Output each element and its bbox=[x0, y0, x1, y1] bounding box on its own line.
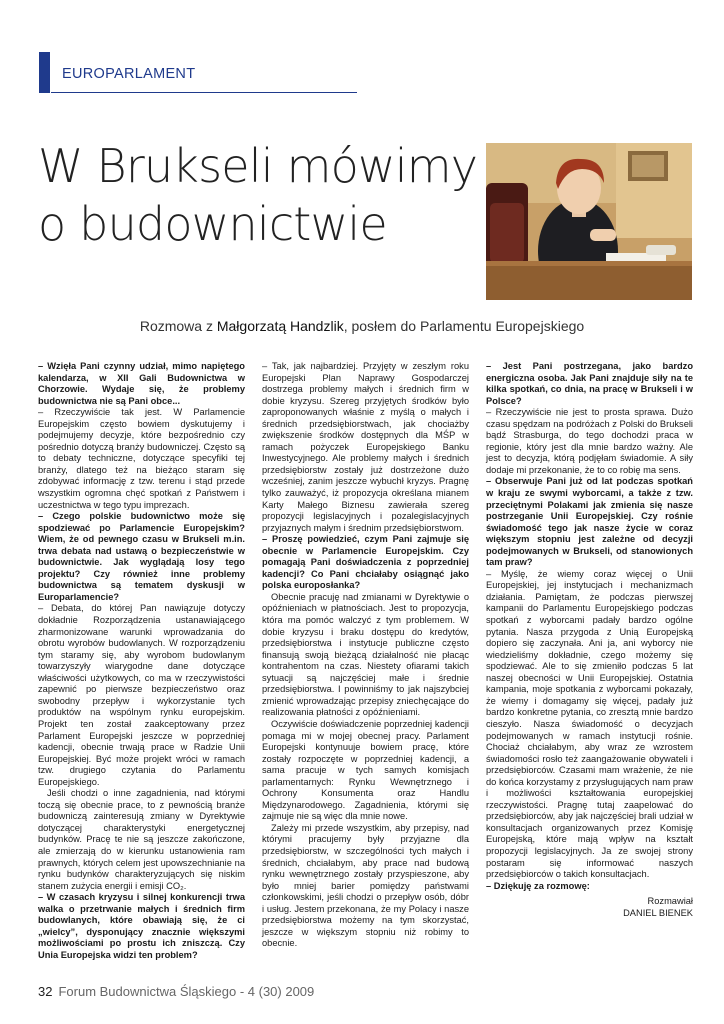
answer-paragraph: Obecnie pracuję nad zmianami w Dyrektywie o opóźnieniach w płatnościach. Jest to propozycja, która ma pomóc walczyć z tym problemem. W dobie kryzysu i braku dostępu do kredytów, przedsiębiorstwa i instytucje publiczne często finansują swoją bieżącą działalność nie płacąc kontrahentom na czas. Niestety ofiarami takich sytuacji są najczęściej małe i średnie przedsiębiorstwa. I powinniśmy to jak najszybciej zmienić wprowadzając przepisy zniechęcające do realizowania płatności z opóźnieniami. bbox=[262, 591, 469, 718]
intro-suffix: , posłem do Parlamentu Europejskiego bbox=[343, 318, 585, 334]
question-paragraph: – Dziękuję za rozmowę: bbox=[486, 880, 590, 891]
answer-paragraph: – Rzeczywiście tak jest. W Parlamencie Europejskim często bowiem dyskutujemy i podejmujemy decyzje, które bezpośrednio czy pośrednio dotyczą branży budowniczej. Często są to debaty techniczne, dotyczące specyfiki tej branży, dlatego też na bieżąco staram się zdobywać informację z tzw. terenu i stąd przede wszystkim ogromna chęć spotkań z Państwem i uczestnictwa w tego typu imprezach. bbox=[38, 407, 245, 510]
question-paragraph: – Czego polskie budownictwo może się spodziewać po Parlamencie Europejskim? Wiem, że od pewnego czasu w Brukseli m.in. trwa debata nad ustawą o bezpieczeństwie w budownictwie. Jak wyglądają losy tego projektu? Czy również inne problemy budownictwa są tematem dyskusji w Europarlamencie? bbox=[38, 511, 245, 602]
headline-line-2: o budownictwie bbox=[38, 197, 387, 251]
publication-info: Forum Budownictwa Śląskiego - 4 (30) 2009 bbox=[58, 984, 315, 999]
answer-paragraph: Zależy mi przede wszystkim, aby przepisy, nad którymi pracujemy były przyjazne dla przedsiębiorstw, w szczególności tych małych i średnich, chciałabym, aby prace nad budową rynku wewnętrznego zostały przyspieszone, aby było mniej barier pomiędzy państwami członkowskimi, jeśli chodzi o przepływ osób, dóbr i usług. Jestem przekonana, że my Polacy i nasze przedsiębiorstwa możemy na tym skorzystać, jeszcze w większym stopniu niż robimy to obecnie. bbox=[262, 822, 469, 949]
headline-line-1: W Brukseli mówimy bbox=[38, 139, 478, 193]
intro-prefix: Rozmowa z bbox=[139, 318, 217, 334]
section-accent-bar bbox=[39, 52, 50, 93]
signature-line: Rozmawiał bbox=[647, 896, 693, 907]
text-column-2 bbox=[262, 361, 469, 950]
question-paragraph: – W czasach kryzysu i silnej konkurencji trwa walka o przetrwanie małych i średnich firm budowlanych, które obawiają się, że ci „wielcy”, dysponujący znacznie większymi możliwościami po prostu ich zniszczą. Czy Unia Europejska widzi ten problem? bbox=[38, 892, 245, 960]
question-paragraph: – Wzięła Pani czynny udział, mimo napiętego kalendarza, w XII Gali Budownictwa w Chorzowie. Wydaje się, że problemy budownictwa nie są Pani obce... bbox=[38, 361, 245, 406]
section-underline bbox=[51, 92, 357, 93]
answer-paragraph: Oczywiście doświadczenie poprzedniej kadencji pomaga mi w mojej obecnej pracy. Parlament Europejski kontynuuje bowiem pracę, które zostały rozpoczęte w poprzedniej kadencji, a sama pracuje w tych samych komisjach parlamentarnych: Rynku Wewnętrznego i Ochrony Konsumenta oraz Handlu Międzynarodowego. Zagadnienia, którymi się zajmuje nie są więc dla mnie nowe. bbox=[262, 718, 469, 822]
answer-paragraph: Jeśli chodzi o inne zagadnienia, nad którymi toczą się obecnie prace, to z pewnością branże budowniczą zainteresują zmiany w Dyrektywie dotyczącej charakterystyki energetycznej budynków. Pracę te nie są jeszcze zakończone, ale zmierzają do w kierunku ustanowienia ram prawnych, których celem jest upowszechnianie na rynku budynków charakteryzujących się niskim stanem zużycia energii i emisji CO₂. bbox=[38, 788, 245, 891]
answer-paragraph: – Myślę, że wiemy coraz więcej o Unii Europejskiej, jej instytucjach i mechanizmach działania. Pamiętam, że podczas pierwszej kampanii do Parlamentu Europejskiego podczas spotkań z wyborcami padały bardzo ogólne pytania. Nasza przygoda z Unią Europejską dopiero się zaczynała. Ani ja, ani wyborcy nie wiedzieliśmy dokładnie, czego możemy się spodziewać. Ale to się zmieniło podczas 5 lat naszej obecności w Unii Europejskiej. Ostatnia kampania, moje spotkania z wyborcami pokazały, że wiemy i domagamy się więcej, padały już bardzo konkretne pytania, co zresztą mnie bardzo cieszyło. Nasza świadomość o decyzjach podejmowanych w ramach instytucji rośnie. Chociaż chciałabym, aby wraz ze wzrostem świadomości rosło też zaangażowanie obywateli i przedsiębiorców. Czasami mam wrażenie, że nie do końca korzystamy z przysługujących nam praw i możliwości kształtowania europejskiej rzeczywistości. Pragnę tutaj zaapelować do przedsiębiorców, aby jak najczęściej brali udział w konsultacjach organizowanych przez Komisję Europejską, które mają wpływ na kształt propozycji legislacyjnych. Ja ze swojej strony postaram się informować naszych przedsiębiorców o takich konsultacjach. bbox=[486, 568, 693, 880]
question-paragraph: – Jest Pani postrzegana, jako bardzo energiczna osoba. Jak Pani znajduje siły na te kilka spotkań, co dnia, na pracę w Brukseli i w Polsce? bbox=[486, 361, 693, 406]
section-label: EUROPARLAMENT bbox=[62, 66, 196, 82]
signature-line: DANIEL BIENEK bbox=[623, 907, 693, 918]
portrait-photo-icon bbox=[486, 143, 692, 300]
article-headline bbox=[38, 137, 483, 253]
answer-paragraph: – Rzeczywiście nie jest to prosta sprawa. Dużo czasu spędzam na podróżach z Polski do Brukseli bądź Strasburga, do tego dochodzi praca w regionie, który jest dla mnie bardzo ważny. Ale jest to decyzja, którą podjęłam świadomie. A siły dodaje mi przekonanie, że to co robię ma sens. bbox=[486, 407, 693, 475]
interview-intro bbox=[0, 318, 724, 334]
question-paragraph: – Obserwuje Pani już od lat podczas spotkań w kraju ze swymi wyborcami, a także z tzw. przeciętnymi Polakami jak zmienia się nasze postrzeganie Unii Europejskiej. Czy rośnie świadomość tego jak nasze życie w coraz większym stopniu jest zależne od decyzji podejmowanych w Brukseli, od stanowionych tam praw? bbox=[486, 476, 693, 568]
answer-paragraph: – Debata, do której Pan nawiązuje dotyczy dokładnie Rozporządzenia ustanawiającego zharmonizowane warunki wprowadzania do obrotu wyrobów budowlanych. W rozporządzeniu tym staramy się, aby wyrobom budowlanym towarzyszyły wiarygodne dane dotyczące właściwości użytkowych, co ma w rzeczywistości zapewnić po pierwsze bezpieczeństwo oraz swobodny przepływ i wykorzystanie tych produktów na wspólnym rynku europejskim. Projekt ten został zaakceptowany przez Parlament Europejski jeszcze w poprzedniej kadencji, obecnie trwają prace w Radzie Unii Europejskiej. Być może projekt wróci w ramach tzw. drugiego czytania do Parlamentu Europejskiego. bbox=[38, 603, 245, 787]
question-paragraph: – Proszę powiedzieć, czym Pani zajmuje się obecnie w Parlamencie Europejskim. Czy pomagają Pani doświadczenia z poprzedniej kadencji? Co Pani chciałaby osiągnąć jako polska europosłanka? bbox=[262, 534, 469, 591]
page-footer bbox=[38, 984, 314, 999]
text-column-3 bbox=[486, 361, 693, 919]
interviewee-name: Małgorzatą Handzlik bbox=[216, 318, 344, 334]
interview-photo bbox=[486, 143, 692, 300]
page-number: 32 bbox=[38, 984, 53, 999]
answer-paragraph: – Tak, jak najbardziej. Przyjęty w zeszłym roku Europejski Plan Naprawy Gospodarczej dostrzega problemy małych i średnich firm w dobie kryzysu. Szereg przyjętych środków było zaproponowanych właśnie z myślą o małych i średnich przedsiębiorstwach, jak chociażby zwiększenie środków dostępnych dla MŚP w ramach pożyczek Europejskiego Banku Inwestycyjnego. Ale problemy małych i średnich przedsiębiorstw zostały już dostrzeżone dużo wcześniej, zanim jeszcze wybuchł kryzys. Pragnę tylko zauważyć, iż propozycja określana mianem Karty Małego Biznesu zawierała szereg propozycji legislacyjnych i pozalegislacyjnych przyjaznych małym i średnim przedsiębiorstwom. bbox=[262, 361, 469, 533]
text-column-1 bbox=[38, 361, 245, 961]
